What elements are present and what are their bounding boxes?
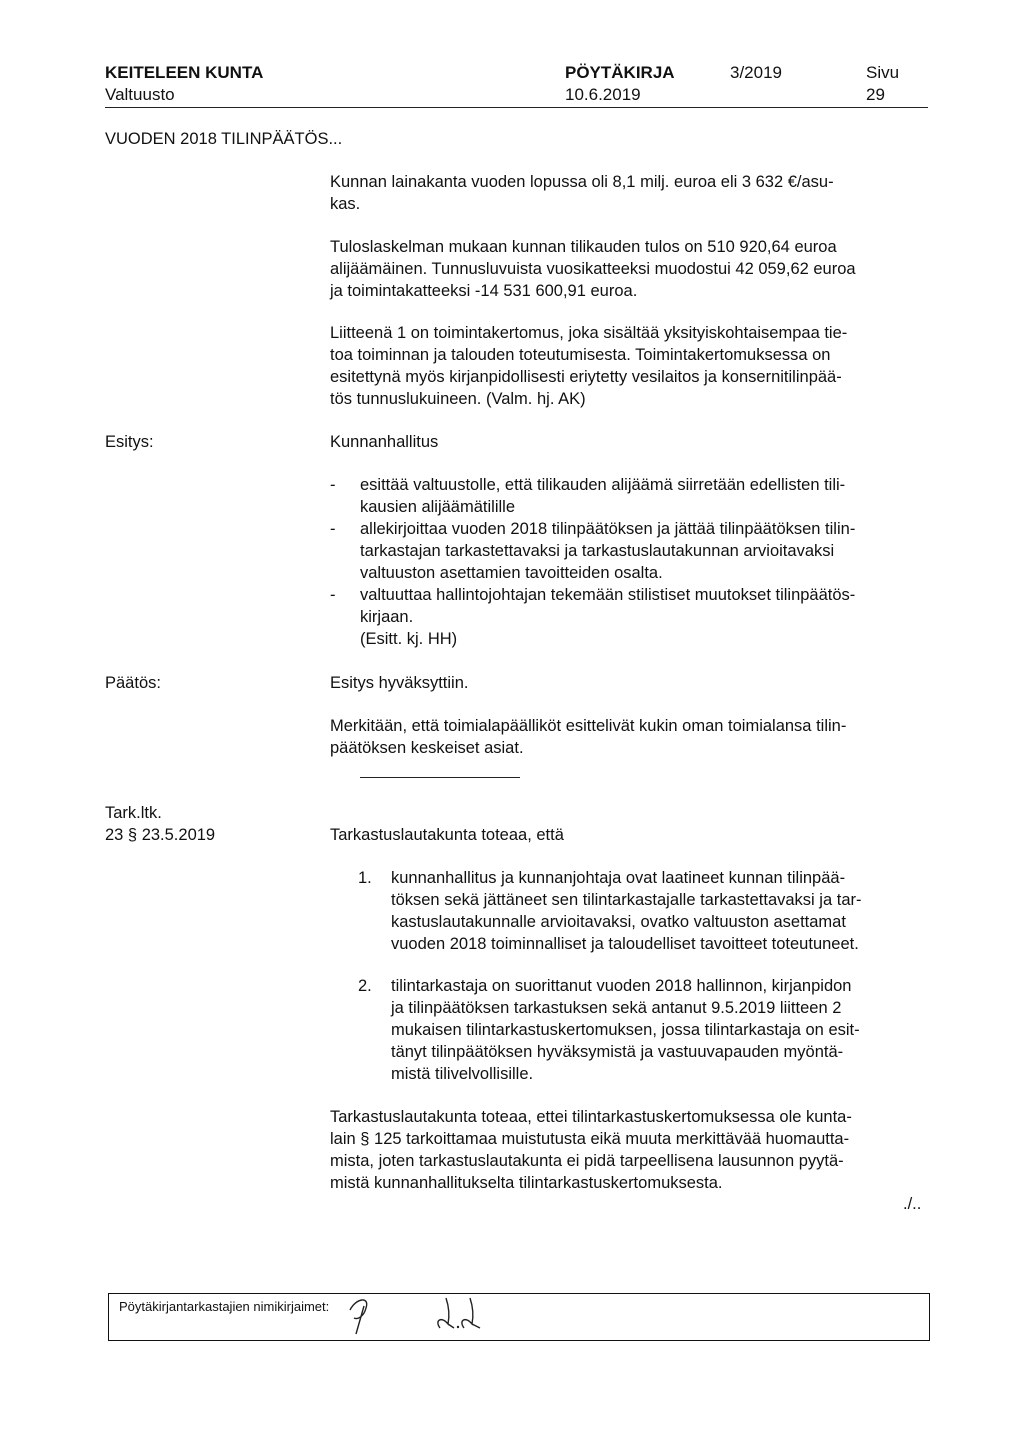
tark-intro: Tarkastuslautakunta toteaa, että	[330, 826, 564, 844]
paatos-note-line1: Merkitään, että toimialapäälliköt esittelivät kukin oman toimialansa tilin-	[330, 717, 847, 735]
page-label: Sivu	[866, 63, 900, 82]
header-rule	[105, 107, 928, 108]
tark-conclusion-line3: mista, joten tarkastuslautakunta ei pidä tarpeellisena lausunnon pyytä-	[330, 1152, 844, 1170]
paatos-decision: Esitys hyväksyttiin.	[330, 674, 469, 692]
tark-label: Tark.ltk.	[105, 804, 162, 822]
intro-p3-line1: Liitteenä 1 on toimintakertomus, joka sisältää yksityiskohtaisempaa tie-	[330, 324, 848, 342]
intro-p1-line1: Kunnan lainakanta vuoden lopussa oli 8,1 milj. euroa eli 3 632 €/asu-	[330, 173, 834, 191]
initials-box	[108, 1293, 930, 1341]
intro-p3-line2: toa toiminnan ja talouden toteutumisesta. Toimintakertomuksessa on	[330, 346, 831, 364]
doc-type: PÖYTÄKIRJA	[565, 63, 675, 82]
esitys-bullet2-line1: allekirjoittaa vuoden 2018 tilinpäätöksen ja jättää tilinpäätöksen tilin-	[360, 520, 856, 538]
esitys-bullet3-line1: valtuuttaa hallintojohtajan tekemään stilistiset muutokset tilinpäätös-	[360, 586, 856, 604]
handwritten-initials	[344, 1294, 524, 1340]
continued-mark: ./..	[903, 1195, 922, 1213]
bullet-mark: -	[330, 586, 336, 604]
section-title: VUODEN 2018 TILINPÄÄTÖS...	[105, 130, 343, 148]
intro-p2-line3: ja toimintakatteeksi -14 531 600,91 euroa.	[330, 282, 638, 300]
intro-p3-line3: esitettynä myös kirjanpidollisesti eriytetty vesilaitos ja konsernitilinpää-	[330, 368, 842, 386]
item-number: 2.	[358, 977, 372, 995]
tark-date: 23 § 23.5.2019	[105, 826, 216, 844]
bullet-mark: -	[330, 476, 336, 494]
esitys-bullet3-line2: kirjaan.	[360, 608, 414, 626]
body-name: Valtuusto	[105, 85, 175, 104]
meeting-date: 10.6.2019	[565, 85, 641, 104]
page-number: 29	[866, 85, 885, 104]
paatos-note-line2: päätöksen keskeiset asiat.	[330, 739, 524, 757]
tark-item2-line3: mukaisen tilintarkastuskertomuksen, jossa tilintarkastaja on esit-	[391, 1021, 860, 1039]
intro-p2-line1: Tuloslaskelman mukaan kunnan tilikauden tulos on 510 920,64 euroa	[330, 238, 837, 256]
tark-conclusion-line1: Tarkastuslautakunta toteaa, ettei tilintarkastuskertomuksessa ole kunta-	[330, 1108, 852, 1126]
esitys-bullet2-line3: valtuuston asettamien tavoitteiden osalta.	[360, 564, 663, 582]
tark-item1-line3: kastuslautakunnalle arvioitavaksi, ovatko valtuuston asettamat	[391, 913, 846, 931]
esitys-body: Kunnanhallitus	[330, 433, 439, 451]
bullet-mark: -	[330, 520, 336, 538]
tark-item2-line4: tänyt tilinpäätöksen hyväksymistä ja vastuuvapauden myöntä-	[391, 1043, 844, 1061]
tark-conclusion-line2: lain § 125 tarkoittamaa muistutusta eikä muuta merkittävää huomautta-	[330, 1130, 850, 1148]
esitys-signature: (Esitt. kj. HH)	[360, 630, 458, 648]
esitys-label: Esitys:	[105, 433, 154, 451]
tark-item1-line2: töksen sekä jättäneet sen tilintarkastajalle tarkastettavaksi ja tar-	[391, 891, 862, 909]
org-name: KEITELEEN KUNTA	[105, 63, 264, 82]
initials-label: Pöytäkirjantarkastajien nimikirjaimet:	[119, 1299, 330, 1314]
esitys-bullet1-line1: esittää valtuustolle, että tilikauden alijäämä siirretään edellisten tili-	[360, 476, 846, 494]
esitys-bullet2-line2: tarkastajan tarkastettavaksi ja tarkastuslautakunnan arvioitavaksi	[360, 542, 835, 560]
tark-item2-line1: tilintarkastaja on suorittanut vuoden 2018 hallinnon, kirjanpidon	[391, 977, 852, 995]
intro-p1-line2: kas.	[330, 195, 361, 213]
intro-p2-line2: alijäämäinen. Tunnusluvuista vuosikatteeksi muodostui 42 059,62 euroa	[330, 260, 856, 278]
paatos-label: Päätös:	[105, 674, 161, 692]
separator-rule	[360, 777, 520, 778]
tark-item2-line5: mistä tilivelvollisille.	[391, 1065, 534, 1083]
intro-p3-line4: tös tunnuslukuineen. (Valm. hj. AK)	[330, 390, 586, 408]
doc-number: 3/2019	[730, 63, 782, 82]
tark-item1-line4: vuoden 2018 toiminnalliset ja taloudelliset tavoitteet toteutuneet.	[391, 935, 859, 953]
esitys-bullet1-line2: kausien alijäämätilille	[360, 498, 515, 516]
tark-item2-line2: ja tilinpäätöksen tarkastuksen sekä antanut 9.5.2019 liitteen 2	[391, 999, 842, 1017]
tark-conclusion-line4: mistä kunnanhallitukselta tilintarkastuskertomuksesta.	[330, 1174, 723, 1192]
tark-item1-line1: kunnanhallitus ja kunnanjohtaja ovat laatineet kunnan tilinpää-	[391, 869, 846, 887]
item-number: 1.	[358, 869, 372, 887]
